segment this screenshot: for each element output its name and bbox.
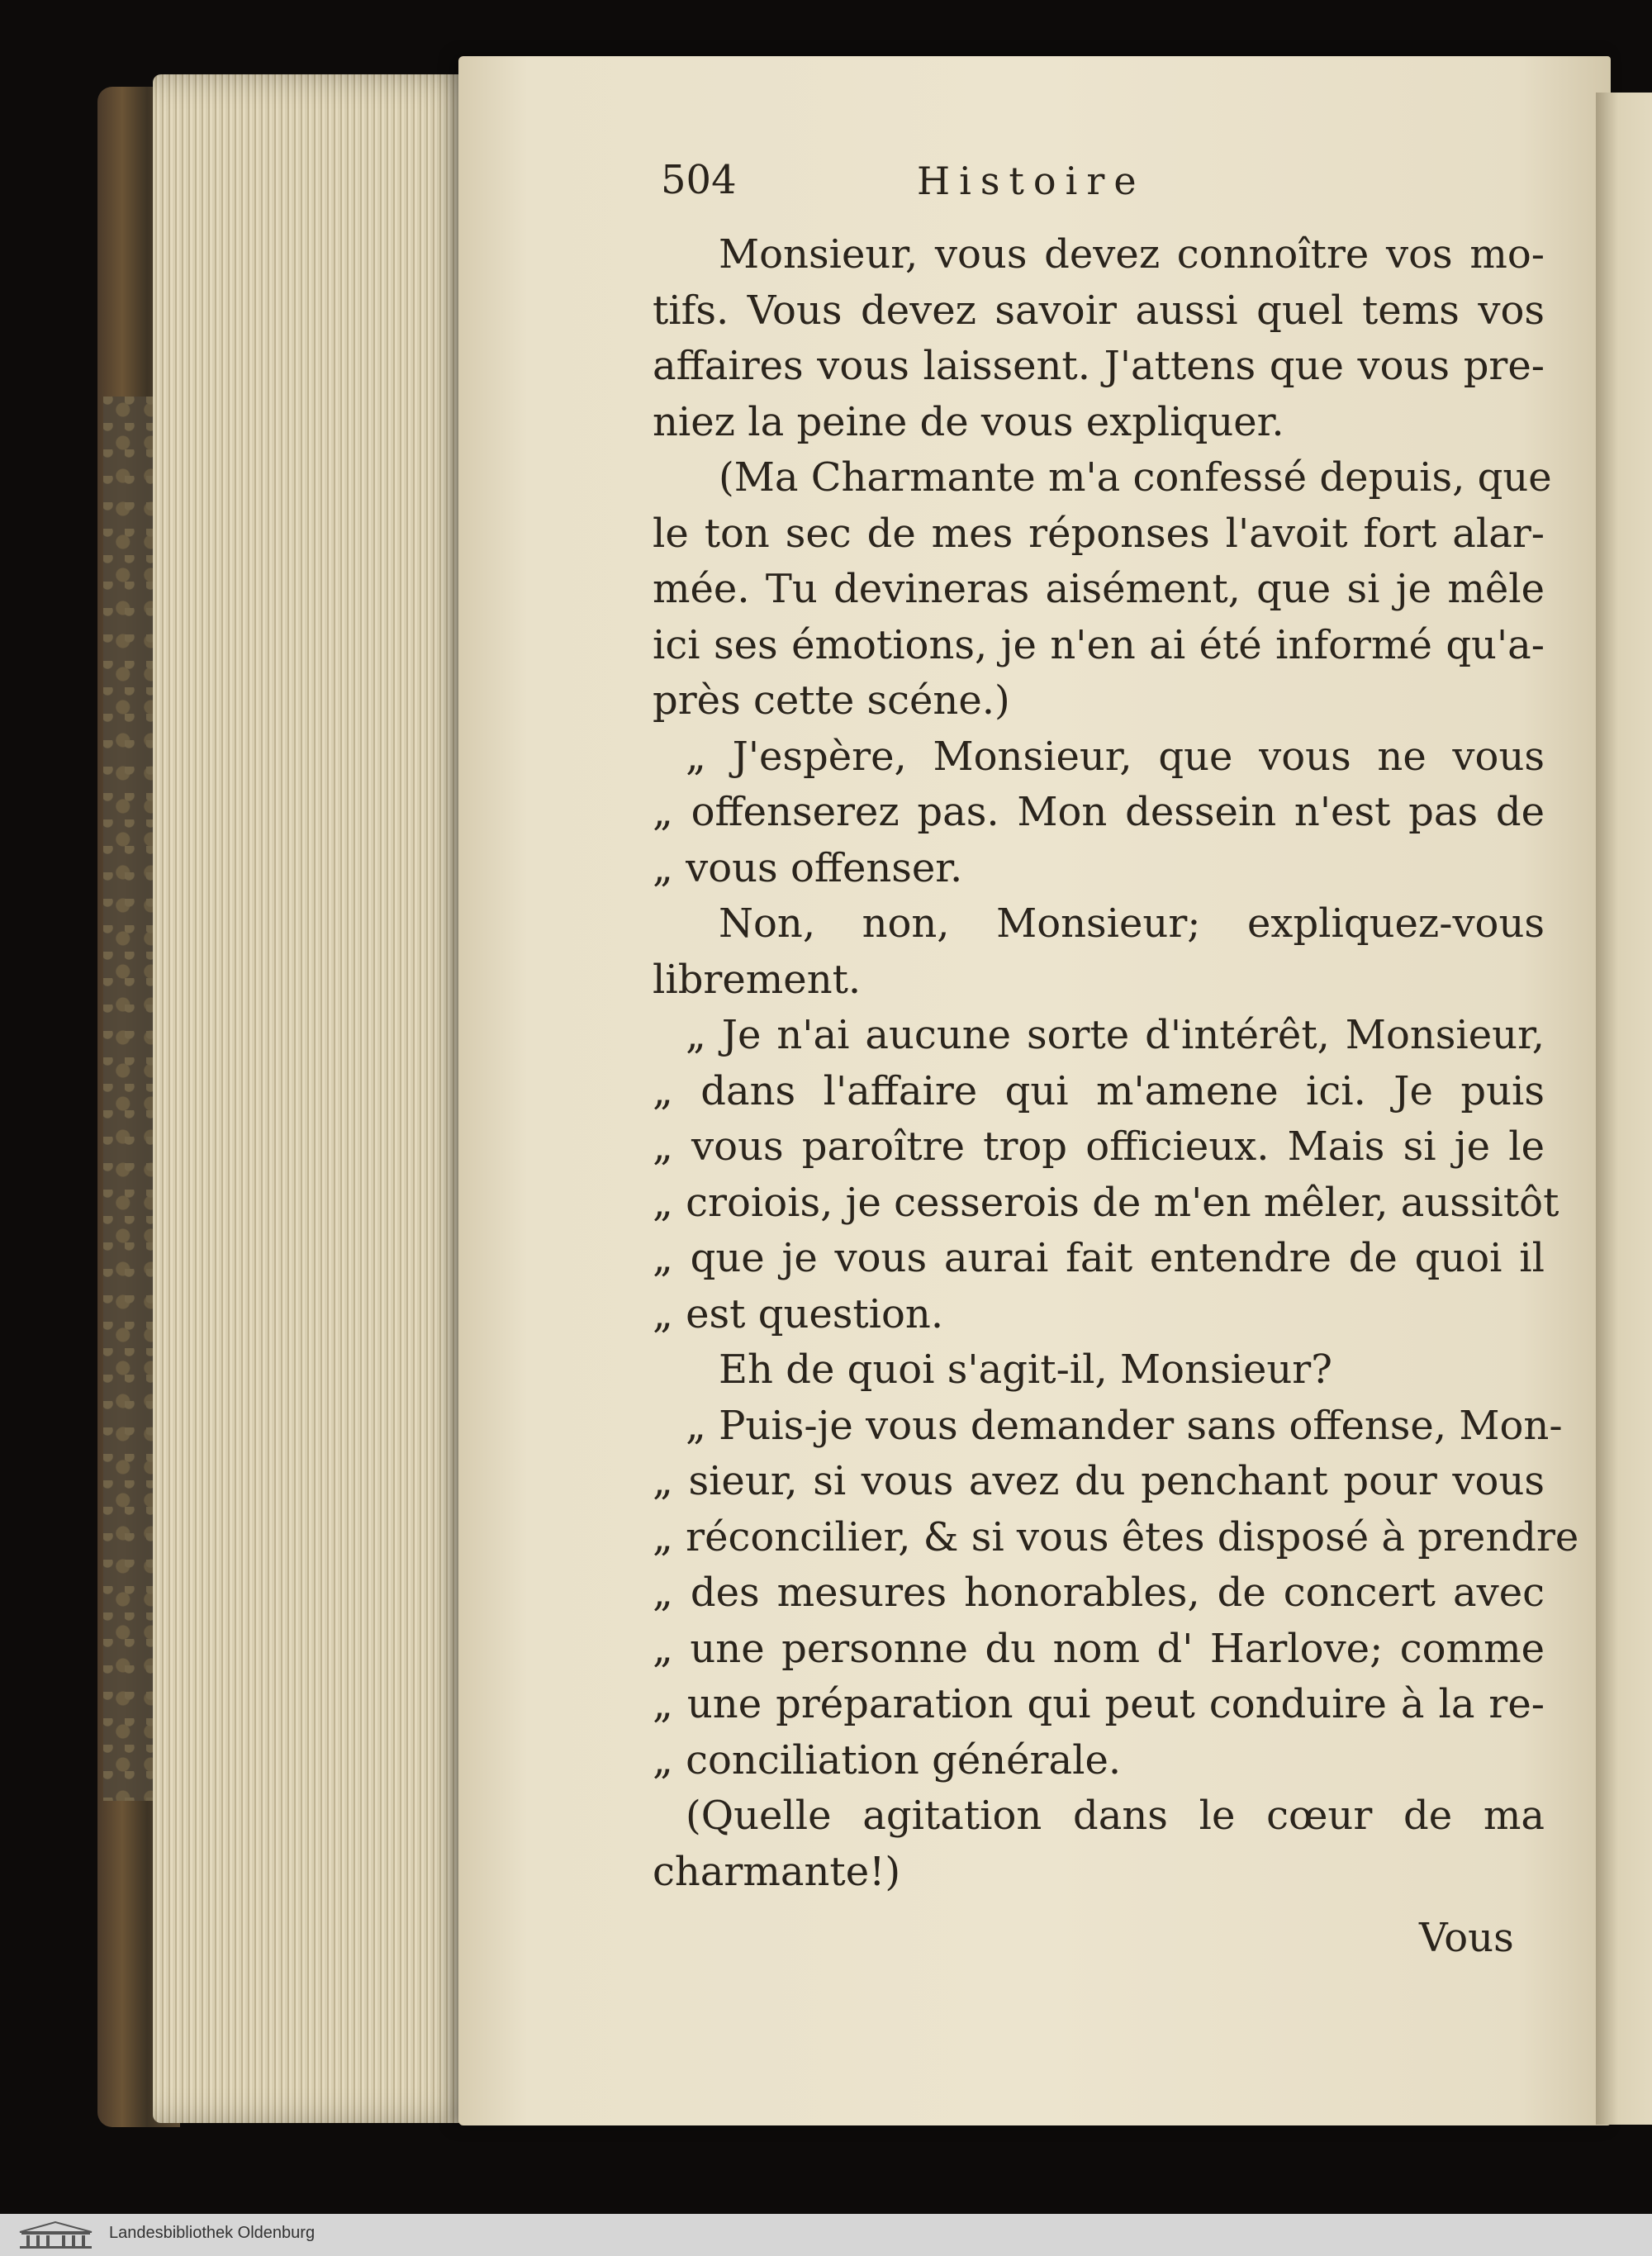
text-line: „ vous offenser. [653, 844, 963, 891]
text-line: ici ses émotions, je n'en ai été informé qu'a- [653, 621, 1545, 668]
facing-page-edge [1596, 93, 1652, 2125]
library-building-icon [17, 2220, 95, 2250]
text-line: Monsieur, vous devez connoître vos mo- [719, 231, 1545, 278]
text-line: „ réconcilier, & si vous êtes disposé à prendre [653, 1513, 1579, 1560]
text-line: „ vous paroître trop officieux. Mais si je le [653, 1123, 1545, 1170]
text-line: affaires vous laissent. J'attens que vous pre- [653, 343, 1545, 389]
footer-bar [0, 2214, 1652, 2256]
text-line: Eh de quoi s'agit-il, Monsieur? [719, 1346, 1332, 1393]
page-number: 504 [661, 157, 737, 203]
text-line: „ Je n'ai aucune sorte d'intérêt, Monsieur, [686, 1012, 1545, 1058]
text-line: Non, non, Monsieur; expliquez-vous [719, 900, 1545, 947]
text-line: „ dans l'affaire qui m'amene ici. Je puis [653, 1067, 1545, 1114]
text-line: près cette scéne.) [653, 677, 1010, 724]
catchword: Vous [1419, 1915, 1514, 1961]
running-head: Histoire [917, 159, 1146, 203]
text-line: „ Puis-je vous demander sans offense, Mon- [686, 1402, 1563, 1449]
text-line: „ conciliation générale. [653, 1736, 1122, 1783]
text-line: „ une préparation qui peut conduire à la re- [653, 1681, 1545, 1727]
text-line: „ des mesures honorables, de concert avec [653, 1570, 1545, 1616]
text-line: (Quelle agitation dans le cœur de ma [686, 1793, 1545, 1839]
text-line: librement. [653, 956, 862, 1003]
text-line: le ton sec de mes réponses l'avoit fort alar- [653, 510, 1545, 557]
text-line: „ que je vous aurai fait entendre de quoi il [653, 1235, 1545, 1281]
text-line: „ croiois, je cesserois de m'en mêler, aussitôt [653, 1179, 1559, 1226]
text-line: „ est question. [653, 1290, 944, 1337]
text-line: niez la peine de vous expliquer. [653, 398, 1284, 445]
text-line: „ J'espère, Monsieur, que vous ne vous [686, 733, 1545, 780]
text-line: „ offenserez pas. Mon dessein n'est pas de [653, 789, 1545, 835]
text-line: mée. Tu devineras aisément, que si je mêle [653, 566, 1545, 612]
text-line: „ sieur, si vous avez du penchant pour vous [653, 1458, 1545, 1504]
text-line: „ une personne du nom d' Harlove; comme [653, 1625, 1545, 1672]
library-name: Landesbibliothek Oldenburg [109, 2224, 316, 2242]
text-line: (Ma Charmante m'a confessé depuis, que [719, 454, 1552, 501]
text-line: tifs. Vous devez savoir aussi quel tems vos [653, 287, 1545, 334]
page-header [661, 157, 1536, 215]
body-text [653, 227, 1579, 1900]
page-block-edges [153, 74, 483, 2123]
text-line: charmante!) [653, 1848, 901, 1895]
